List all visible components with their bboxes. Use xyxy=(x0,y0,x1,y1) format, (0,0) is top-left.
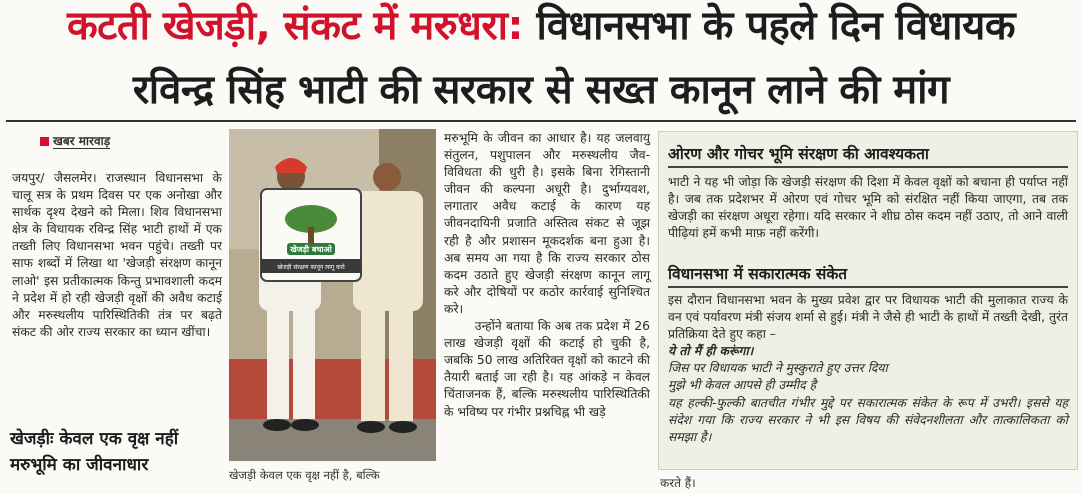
headline-red-part: कटती खेजड़ी, संकट में मरुधरा: xyxy=(66,3,524,49)
col3-paragraph-2: उन्होंने बताया कि अब तक प्रदेश में 26 लाख खेजड़ी वृक्षों की कटाई हो चुकी है, जबकि 50 लाख अतिरिक्त वृक्षों को काटने की तैयारी बताई जा रही है। यह आंकड़े न केवल चिंताजनक हैं, बल्कि मरुस्थलीय पारिस्थितिकी के भविष्य पर गंभीर प्रश्नचिह्न भी खड़े xyxy=(444,319,650,419)
headline-divider xyxy=(6,120,1076,122)
photo-caption: खेजड़ी केवल एक वृक्ष नहीं है, बल्कि xyxy=(229,468,380,482)
trailing-text: करते हैं। xyxy=(660,476,696,490)
article-column-1 xyxy=(12,170,222,341)
sign-main-text: खेजड़ी बचाओ xyxy=(290,245,332,254)
col1-paragraph: जयपुर/ जैसलमेर। राजस्थान विधानसभा के चालू सत्र के प्रथम दिवस पर एक अनोखा और सार्थक दृश्य देखने को मिला। शिव विधानसभा क्षेत्र के विधायक रविन्द्र सिंह भाटी हाथों में एक तख्ती लिए विधानसभा भवन पहुंचे। तख्ती पर साफ शब्दों में लिखा था 'खेजड़ी संरक्षण कानून लाओ' इस प्रतीकात्मक किन्तु प्रभावशाली कदम ने प्रदेश में हो रही खेजड़ी वृक्षों की अवैध कटाई और मरुस्थलीय पारिस्थितिकी तंत्र पर बढ़ते संकट की ओर राज्य सरकार का ध्यान खींचा। xyxy=(12,171,222,339)
sidebar-quote-mla: मुझे भी केवल आपसे ही उम्मीद है xyxy=(668,378,817,393)
col3-paragraph-1: मरुभूमि के जीवन का आधार है। यह जलवायु संतुलन, पशुपालन और मरुस्थलीय जैव-विविधता की धुरी है। इसके बिना रेगिस्तानी जीवन की कल्पना अधूरी है। दुर्भाग्यवश, लगातार अवैध कटाई के कारण यह जीवनदायिनी प्रजाति अस्तित्व संकट से जूझ रही है और प्रशासन मूकदर्शक बना हुआ है। अब समय आ गया है कि राज्य सरकार ठोस कदम उठाते हुए खेजड़ी संरक्षण कानून लागू करे और दोषियों पर कठोर कार्रवाई सुनिश्चित करे। xyxy=(444,131,650,316)
sidebar-quote-intro: जिस पर विधायक भाटी ने मुस्कुराते हुए उत्तर दिया xyxy=(668,361,888,376)
sidebar-heading-1: ओरण और गोचर भूमि संरक्षण की आवश्यकता xyxy=(668,142,1068,168)
byline-text: खबर मारवाड़ xyxy=(53,134,111,148)
headline-dark-part: विधानसभा के पहले दिन विधायक xyxy=(523,3,1016,49)
sidebar-paragraph-2: इस दौरान विधानसभा भवन के मुख्य प्रवेश द्वार पर विधायक भाटी की मुलाकात राज्य के वन एवं पर्यावरण मंत्री संजय शर्मा से हुई। मंत्री ने जैसे ही भाटी के हाथों में तख्ती देखी, तुरंत प्रतिक्रिया देते हुए कहा – xyxy=(668,293,1068,342)
headline-line2: रविन्द्र सिंह भाटी की सरकार से सख्त कानून लाने की मांग xyxy=(132,67,950,113)
headline-line1 xyxy=(0,2,1082,50)
byline xyxy=(40,132,110,149)
article-column-3 xyxy=(444,130,650,421)
sidebar-heading-2: विधानसभा में सकारात्मक संकेत xyxy=(668,262,1068,288)
article-photo xyxy=(229,129,436,461)
sidebar-paragraph-3: यह हल्की-फुल्की बातचीत गंभीर मुद्दे पर सकारात्मक संकेत के रूप में उभरी। इससे यह संदेश गया कि राज्य सरकार ने भी इस विषय की संवेदनशीलता और तात्कालिकता को समझा है। xyxy=(668,395,1068,444)
sign-sub-text: खेजड़ी संरक्षण कानून लागू करो xyxy=(277,264,345,271)
sidebar-paragraph-1: भाटी ने यह भी जोड़ा कि खेजड़ी संरक्षण की दिशा में केवल वृक्षों को बचाना ही पर्याप्त नहीं है। जब तक प्रदेशभर में ओरण एवं गोचर भूमि को संरक्षित नहीं किया जाएगा, तब तक खेजड़ी का संरक्षण अधूरा रहेगा। यदि सरकार ने शीघ्र ठोस कदम नहीं उठाए, तो आने वाली पीढ़ियां हमें कभी माफ़ नहीं करेंगी। xyxy=(668,175,1068,241)
square-bullet-icon xyxy=(40,137,49,146)
sidebar-section-2 xyxy=(668,292,1068,446)
col1-subheading: खेजड़ीः केवल एक वृक्ष नहीं मरुभूमि का जीवनाधार xyxy=(10,429,179,475)
photo-illustration xyxy=(229,129,436,461)
sidebar-quote-minister: ये तो मैं ही करूंगा। xyxy=(668,344,754,359)
